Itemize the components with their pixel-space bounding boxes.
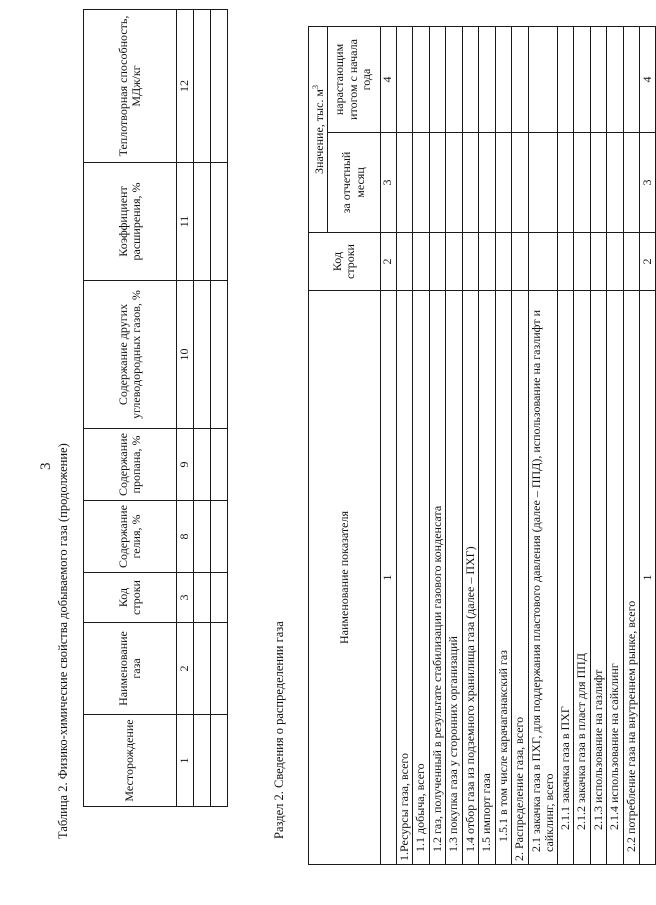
col-header-helium: Содержание гелия, % [84,501,177,573]
indicator-name-cell: 2.1.3 использование на газлифт [590,291,607,865]
table-row [557,26,574,864]
ytd-value-cell[interactable] [557,26,574,132]
section2-title: Раздел 2. Сведения о распределении газа [272,621,286,839]
ytd-value-cell[interactable] [396,26,413,132]
table3-number-row [380,26,396,864]
col-number: 3 [640,133,656,233]
table-cell[interactable] [211,429,228,501]
table-row [590,26,607,864]
line-code-cell[interactable] [429,233,446,291]
indicator-name-cell: 2. Распределение газа, всего [512,291,529,865]
table-cell[interactable] [194,10,211,163]
table-row [623,26,640,864]
table-cell[interactable] [194,573,211,623]
gas-distribution-table [308,26,656,865]
indicator-name-cell: 1.Ресурсы газа, всего [396,291,413,865]
table-cell[interactable] [211,281,228,429]
line-code-cell[interactable] [479,233,496,291]
indicator-name-cell: 1.4 отбор газа из подземного хранилища газа (далее – ПХГ) [462,291,479,865]
line-code-cell[interactable] [574,233,591,291]
col-number: 3 [380,133,396,233]
period-value-cell[interactable] [557,133,574,233]
line-code-cell[interactable] [462,233,479,291]
ytd-value-cell[interactable] [623,26,640,132]
col-number: 11 [177,163,194,281]
table2-caption: Таблица 2. Физико-химические свойства добываемого газа (продолжение) [56,443,70,839]
col-number: 4 [380,26,396,132]
col-number: 4 [640,26,656,132]
col-header-indicator: Наименование показателя [309,291,381,865]
table-row [479,26,496,864]
period-value-cell[interactable] [429,133,446,233]
unit-exponent: 3 [311,84,320,89]
col-header-other-hydrocarbons: Содержание других углеводородных газов, % [84,281,177,429]
indicator-name-cell: 1.2 газ, полученный в результате стабилизации газового конденсата [429,291,446,865]
table3-bottom-number-row [640,26,656,864]
table-row [446,26,463,864]
table-row [194,10,211,807]
table-cell[interactable] [194,281,211,429]
col-number: 8 [177,501,194,573]
line-code-cell[interactable] [396,233,413,291]
table-cell[interactable] [194,623,211,715]
table-cell[interactable] [211,163,228,281]
ytd-value-cell[interactable] [574,26,591,132]
table-row [413,26,430,864]
table-cell[interactable] [194,715,211,807]
value-group-label: Значение, тыс. м [312,88,326,175]
ytd-value-cell[interactable] [528,26,557,132]
line-code-cell[interactable] [607,233,624,291]
ytd-value-cell[interactable] [607,26,624,132]
indicator-name-cell: 2.1.2 закачка газа в пласт для ППД [574,291,591,865]
ytd-value-cell[interactable] [413,26,430,132]
line-code-cell[interactable] [446,233,463,291]
ytd-value-cell[interactable] [479,26,496,132]
ytd-value-cell[interactable] [462,26,479,132]
col-header-gas-name: Наименование газа [84,623,177,715]
indicator-name-cell: 2.1.4 использование на сайклинг [607,291,624,865]
col-number: 1 [380,291,396,865]
indicator-name-cell: 1.5.1 в том числе карачаганакский газ [495,291,512,865]
period-value-cell[interactable] [574,133,591,233]
col-number: 1 [177,715,194,807]
table-row [574,26,591,864]
table-row [512,26,529,864]
table-cell[interactable] [211,623,228,715]
period-value-cell[interactable] [528,133,557,233]
period-value-cell[interactable] [479,133,496,233]
col-header-period: за отчетный месяц [327,133,380,233]
col-number: 3 [177,573,194,623]
table-row [211,10,228,807]
table-row [495,26,512,864]
table-cell[interactable] [211,573,228,623]
ytd-value-cell[interactable] [590,26,607,132]
table-row [396,26,413,864]
period-value-cell[interactable] [623,133,640,233]
col-number: 2 [380,233,396,291]
col-number: 1 [640,291,656,865]
col-header-expansion: Коэффициент расширения, % [84,163,177,281]
table2-number-row [177,10,194,807]
indicator-name-cell: 2.2 потребление газа на внутреннем рынке, всего [623,291,640,865]
period-value-cell[interactable] [413,133,430,233]
col-header-field: Месторождение [84,715,177,807]
col-header-calorific: Теплотворная способность, МДж/кг [84,10,177,163]
period-value-cell[interactable] [607,133,624,233]
table-cell[interactable] [194,163,211,281]
table-row [528,26,557,864]
table3-body [396,26,640,864]
line-code-cell[interactable] [557,233,574,291]
line-code-cell[interactable] [623,233,640,291]
col-number: 10 [177,281,194,429]
line-code-cell[interactable] [512,233,529,291]
col-number: 12 [177,10,194,163]
table-cell[interactable] [211,10,228,163]
line-code-cell[interactable] [413,233,430,291]
line-code-cell[interactable] [528,233,557,291]
period-value-cell[interactable] [590,133,607,233]
table-row [429,26,446,864]
ytd-value-cell[interactable] [446,26,463,132]
period-value-cell[interactable] [446,133,463,233]
col-number: 9 [177,429,194,501]
ytd-value-cell[interactable] [429,26,446,132]
table2-header-row [84,10,177,807]
indicator-name-cell: 2.1 закачка газа в ПХГ, для поддержания пластового давления (далее – ППД), использование на газлифт и сайклинг, всего [528,291,557,865]
period-value-cell[interactable] [462,133,479,233]
col-number: 2 [177,623,194,715]
ytd-value-cell[interactable] [512,26,529,132]
table-row [607,26,624,864]
table3-header-row-1 [309,26,328,864]
period-value-cell[interactable] [396,133,413,233]
line-code-cell[interactable] [495,233,512,291]
col-header-line-code: Код строки [84,573,177,623]
line-code-cell[interactable] [590,233,607,291]
ytd-value-cell[interactable] [495,26,512,132]
table-cell[interactable] [211,715,228,807]
table-cell[interactable] [194,501,211,573]
indicator-name-cell: 1.5 импорт газа [479,291,496,865]
indicator-name-cell: 1.1 добыча, всего [413,291,430,865]
col-number: 2 [640,233,656,291]
table-row [462,26,479,864]
period-value-cell[interactable] [512,133,529,233]
col-header-line-code: Код строки [309,233,381,291]
col-header-ytd: нарастающим итогом с начала года [327,26,380,132]
col-header-value-group [309,26,328,232]
table-cell[interactable] [194,429,211,501]
gas-properties-table [83,9,228,807]
col-header-propane: Содержание пропана, % [84,429,177,501]
indicator-name-cell: 1.3 покупка газа у сторонних организаций [446,291,463,865]
indicator-name-cell: 2.1.1 закачка газа в ПХГ [557,291,574,865]
page-number: 3 [38,462,54,470]
period-value-cell[interactable] [495,133,512,233]
table-cell[interactable] [211,501,228,573]
